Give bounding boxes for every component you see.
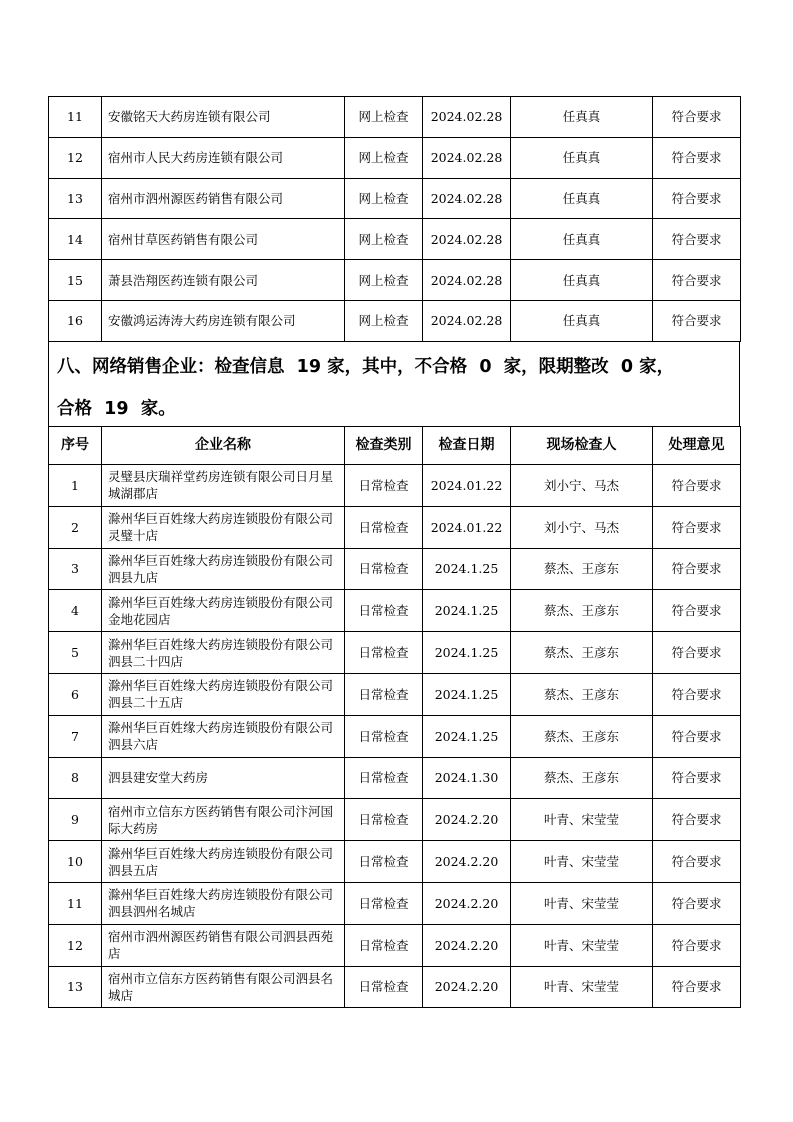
cell-company-name: 滁州华巨百姓缘大药房连锁股份有限公司泗县五店 (102, 841, 345, 883)
cell-handling-opinion: 符合要求 (653, 841, 741, 883)
cell-company-name: 宿州甘草医药销售有限公司 (102, 219, 345, 260)
cell-inspectors: 蔡杰、王彦东 (511, 715, 653, 757)
cell-index: 3 (49, 548, 102, 590)
cell-inspection-date: 2024.1.25 (423, 673, 511, 715)
cell-handling-opinion: 符合要求 (653, 465, 741, 507)
cell-inspectors: 蔡杰、王彦东 (511, 673, 653, 715)
cell-index: 11 (49, 97, 102, 138)
cell-index: 12 (49, 924, 102, 966)
cell-index: 6 (49, 673, 102, 715)
cell-handling-opinion: 符合要求 (653, 506, 741, 548)
cell-inspection-date: 2024.02.28 (423, 178, 511, 219)
header-company-name: 企业名称 (102, 427, 345, 465)
table-row (49, 137, 741, 178)
cell-inspectors: 刘小宁、马杰 (511, 465, 653, 507)
cell-handling-opinion: 符合要求 (653, 300, 741, 341)
cell-inspection-date: 2024.2.20 (423, 966, 511, 1008)
cell-inspection-date: 2024.2.20 (423, 882, 511, 924)
cell-inspection-date: 2024.01.22 (423, 465, 511, 507)
table-row (49, 924, 741, 966)
cell-company-name: 宿州市泗州源医药销售有限公司泗县西苑店 (102, 924, 345, 966)
cell-inspection-date: 2024.02.28 (423, 260, 511, 301)
cell-handling-opinion: 符合要求 (653, 715, 741, 757)
cell-company-name: 宿州市人民大药房连锁有限公司 (102, 137, 345, 178)
cell-index: 1 (49, 465, 102, 507)
table-row (49, 219, 741, 260)
table-row (49, 260, 741, 301)
cell-inspection-type: 网上检查 (345, 219, 423, 260)
section-network-sales-summary (48, 341, 740, 426)
cell-company-name: 滁州华巨百姓缘大药房连锁股份有限公司泗县六店 (102, 715, 345, 757)
cell-handling-opinion: 符合要求 (653, 219, 741, 260)
cell-inspection-date: 2024.01.22 (423, 506, 511, 548)
cell-handling-opinion: 符合要求 (653, 137, 741, 178)
cell-handling-opinion: 符合要求 (653, 548, 741, 590)
cell-inspection-date: 2024.1.30 (423, 757, 511, 799)
cell-index: 5 (49, 632, 102, 674)
header-inspection-type: 检查类别 (345, 427, 423, 465)
cell-handling-opinion: 符合要求 (653, 673, 741, 715)
cell-handling-opinion: 符合要求 (653, 632, 741, 674)
table-row (49, 757, 741, 799)
table-header-row (49, 427, 741, 465)
cell-inspectors: 蔡杰、王彦东 (511, 590, 653, 632)
table-row (49, 882, 741, 924)
cell-inspection-date: 2024.2.20 (423, 924, 511, 966)
cell-inspectors: 蔡杰、王彦东 (511, 757, 653, 799)
cell-inspectors: 蔡杰、王彦东 (511, 548, 653, 590)
cell-company-name: 灵璧县庆瑞祥堂药房连锁有限公司日月星城湖郡店 (102, 465, 345, 507)
cell-inspection-type: 日常检查 (345, 548, 423, 590)
cell-handling-opinion: 符合要求 (653, 97, 741, 138)
cell-inspectors: 叶青、宋莹莹 (511, 966, 653, 1008)
table-row (49, 548, 741, 590)
cell-company-name: 滁州华巨百姓缘大药房连锁股份有限公司金地花园店 (102, 590, 345, 632)
cell-company-name: 滁州华巨百姓缘大药房连锁股份有限公司泗县二十五店 (102, 673, 345, 715)
cell-company-name: 萧县浩翔医药连锁有限公司 (102, 260, 345, 301)
cell-index: 9 (49, 799, 102, 841)
cell-index: 15 (49, 260, 102, 301)
cell-company-name: 宿州市立信东方医药销售有限公司汴河国际大药房 (102, 799, 345, 841)
table-row (49, 966, 741, 1008)
cell-inspection-type: 日常检查 (345, 924, 423, 966)
cell-inspection-date: 2024.2.20 (423, 799, 511, 841)
cell-handling-opinion: 符合要求 (653, 966, 741, 1008)
header-handling-opinion: 处理意见 (653, 427, 741, 465)
cell-inspection-type: 网上检查 (345, 300, 423, 341)
table-row (49, 632, 741, 674)
cell-index: 13 (49, 178, 102, 219)
cell-inspectors: 任真真 (511, 137, 653, 178)
cell-inspectors: 刘小宁、马杰 (511, 506, 653, 548)
inspection-table-online (48, 96, 741, 342)
cell-inspection-type: 日常检查 (345, 799, 423, 841)
cell-inspectors: 任真真 (511, 260, 653, 301)
cell-inspection-date: 2024.02.28 (423, 137, 511, 178)
cell-inspection-type: 日常检查 (345, 882, 423, 924)
cell-index: 7 (49, 715, 102, 757)
cell-handling-opinion: 符合要求 (653, 799, 741, 841)
cell-inspectors: 任真真 (511, 219, 653, 260)
cell-company-name: 宿州市泗州源医药销售有限公司 (102, 178, 345, 219)
cell-inspection-date: 2024.1.25 (423, 590, 511, 632)
table-row (49, 300, 741, 341)
table-row (49, 178, 741, 219)
cell-company-name: 安徽鸿运涛涛大药房连锁有限公司 (102, 300, 345, 341)
cell-inspection-type: 日常检查 (345, 966, 423, 1008)
cell-inspection-date: 2024.02.28 (423, 300, 511, 341)
table-row (49, 97, 741, 138)
cell-inspectors: 叶青、宋莹莹 (511, 924, 653, 966)
table-row (49, 673, 741, 715)
cell-index: 10 (49, 841, 102, 883)
cell-handling-opinion: 符合要求 (653, 178, 741, 219)
cell-company-name: 滁州华巨百姓缘大药房连锁股份有限公司泗县泗州名城店 (102, 882, 345, 924)
cell-company-name: 滁州华巨百姓缘大药房连锁股份有限公司泗县九店 (102, 548, 345, 590)
cell-company-name: 泗县建安堂大药房 (102, 757, 345, 799)
cell-handling-opinion: 符合要求 (653, 260, 741, 301)
cell-index: 16 (49, 300, 102, 341)
cell-inspectors: 叶青、宋莹莹 (511, 882, 653, 924)
cell-inspection-type: 日常检查 (345, 673, 423, 715)
cell-inspection-type: 网上检查 (345, 260, 423, 301)
cell-inspection-date: 2024.02.28 (423, 97, 511, 138)
cell-inspectors: 任真真 (511, 300, 653, 341)
cell-inspection-type: 日常检查 (345, 715, 423, 757)
cell-index: 12 (49, 137, 102, 178)
cell-company-name: 滁州华巨百姓缘大药房连锁股份有限公司灵璧十店 (102, 506, 345, 548)
cell-inspection-type: 日常检查 (345, 841, 423, 883)
inspection-table-network-sales (48, 426, 741, 1008)
cell-inspection-date: 2024.2.20 (423, 841, 511, 883)
header-inspection-date: 检查日期 (423, 427, 511, 465)
cell-inspection-type: 网上检查 (345, 178, 423, 219)
table-row (49, 841, 741, 883)
cell-inspection-date: 2024.1.25 (423, 548, 511, 590)
cell-inspectors: 蔡杰、王彦东 (511, 632, 653, 674)
cell-inspection-type: 网上检查 (345, 137, 423, 178)
cell-inspectors: 任真真 (511, 178, 653, 219)
cell-index: 14 (49, 219, 102, 260)
table-row (49, 590, 741, 632)
table-row (49, 506, 741, 548)
cell-company-name: 宿州市立信东方医药销售有限公司泗县名城店 (102, 966, 345, 1008)
cell-company-name: 滁州华巨百姓缘大药房连锁股份有限公司泗县二十四店 (102, 632, 345, 674)
cell-inspectors: 叶青、宋莹莹 (511, 799, 653, 841)
cell-index: 13 (49, 966, 102, 1008)
section-summary-line-1: 八、网络销售企业：检查信息 19 家，其中，不合格 0 家，限期整改 0 家， (57, 357, 675, 377)
cell-inspection-type: 日常检查 (345, 506, 423, 548)
cell-inspection-type: 日常检查 (345, 757, 423, 799)
cell-inspection-date: 2024.1.25 (423, 632, 511, 674)
section-summary-line-2: 合格 19 家。 (57, 399, 176, 419)
cell-index: 4 (49, 590, 102, 632)
cell-index: 2 (49, 506, 102, 548)
table-row (49, 465, 741, 507)
cell-handling-opinion: 符合要求 (653, 757, 741, 799)
table-row (49, 799, 741, 841)
cell-index: 8 (49, 757, 102, 799)
header-inspectors: 现场检查人 (511, 427, 653, 465)
cell-inspection-type: 日常检查 (345, 632, 423, 674)
cell-inspection-type: 日常检查 (345, 465, 423, 507)
cell-handling-opinion: 符合要求 (653, 924, 741, 966)
cell-inspectors: 叶青、宋莹莹 (511, 841, 653, 883)
cell-inspection-type: 日常检查 (345, 590, 423, 632)
cell-inspection-type: 网上检查 (345, 97, 423, 138)
cell-handling-opinion: 符合要求 (653, 882, 741, 924)
cell-inspectors: 任真真 (511, 97, 653, 138)
table-row (49, 715, 741, 757)
cell-company-name: 安徽铭天大药房连锁有限公司 (102, 97, 345, 138)
cell-index: 11 (49, 882, 102, 924)
cell-inspection-date: 2024.1.25 (423, 715, 511, 757)
header-index: 序号 (49, 427, 102, 465)
cell-handling-opinion: 符合要求 (653, 590, 741, 632)
cell-inspection-date: 2024.02.28 (423, 219, 511, 260)
